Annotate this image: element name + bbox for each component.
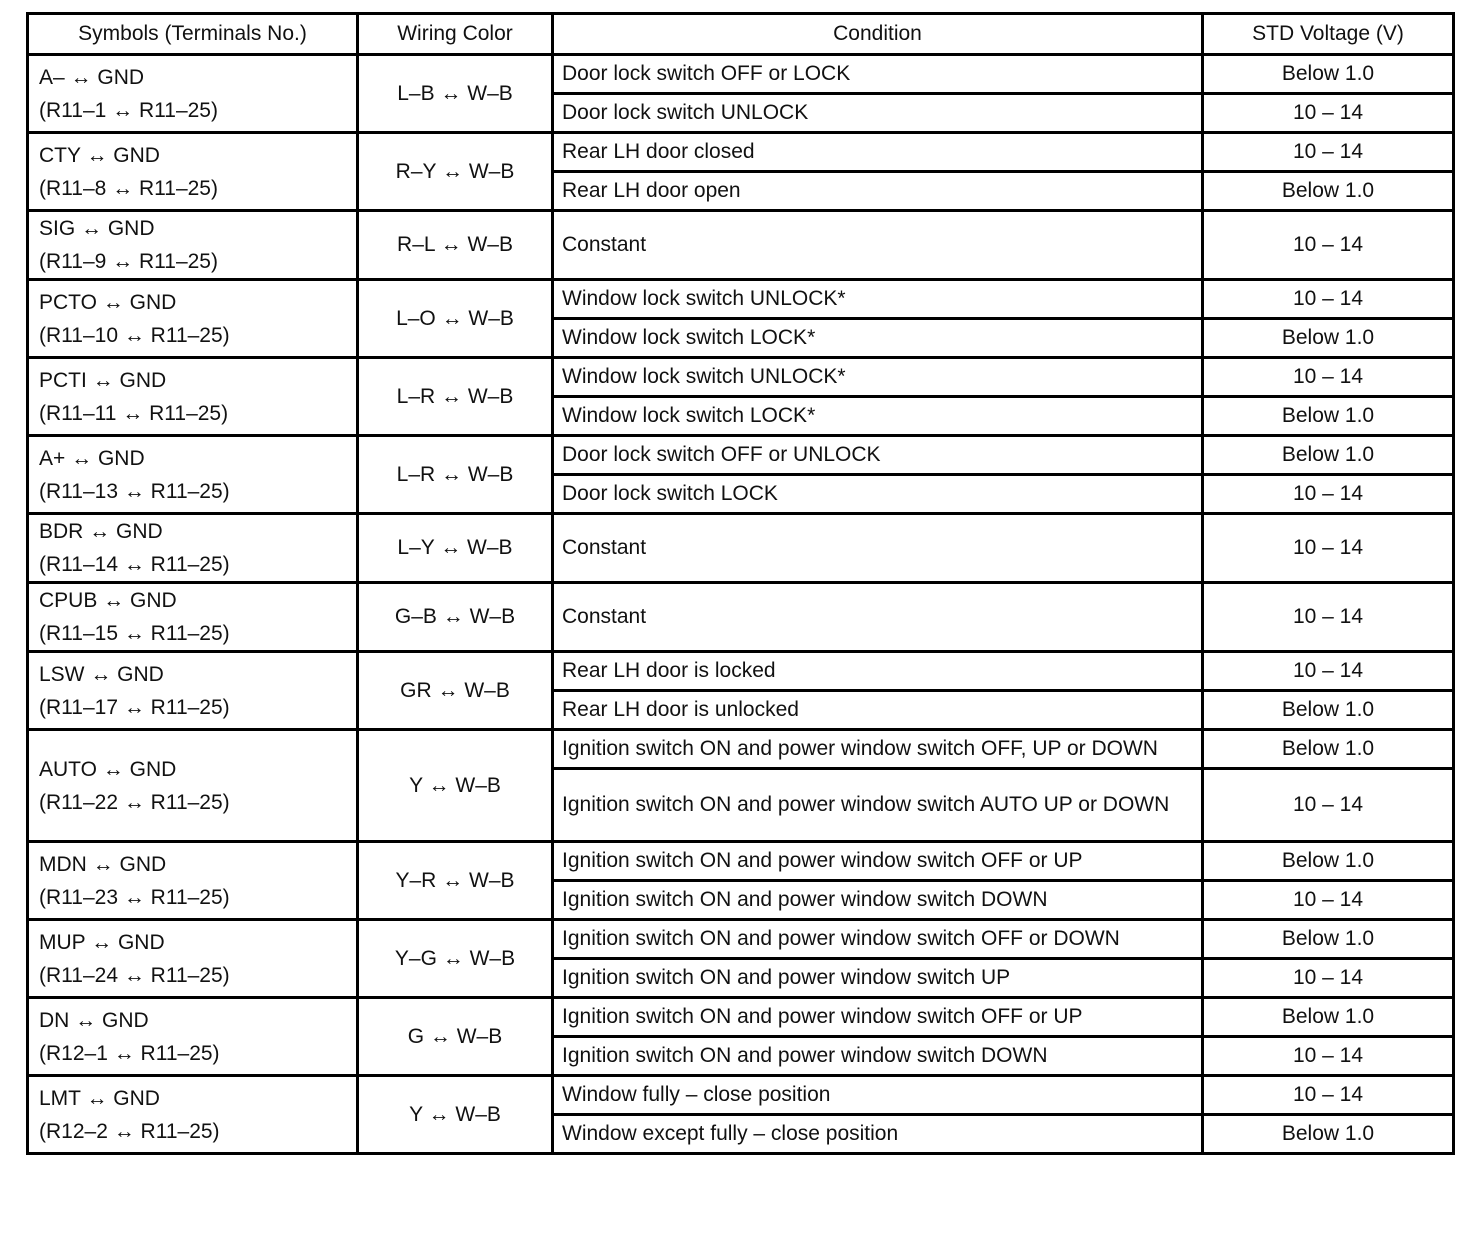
- condition-cell: Rear LH door closed: [553, 133, 1203, 172]
- symbol-cell: [28, 55, 358, 133]
- condition-cell: Door lock switch LOCK: [553, 475, 1203, 514]
- header-row: [28, 14, 1454, 55]
- header-symbols: Symbols (Terminals No.): [28, 14, 358, 55]
- std-voltage-cell: 10 – 14: [1203, 514, 1454, 583]
- std-voltage-cell: 10 – 14: [1203, 280, 1454, 319]
- header-std-voltage: STD Voltage (V): [1203, 14, 1454, 55]
- std-voltage-cell: 10 – 14: [1203, 211, 1454, 280]
- symbol-label: CPUB ↔ GND: [39, 589, 177, 612]
- symbol-cell: [28, 358, 358, 436]
- std-voltage-cell: Below 1.0: [1203, 842, 1454, 881]
- table-body: [28, 55, 1454, 1154]
- header-condition: Condition: [553, 14, 1203, 55]
- condition-cell: Rear LH door open: [553, 172, 1203, 211]
- wiring-color-cell: Y ↔ W–B: [358, 1076, 553, 1154]
- table-row: [28, 358, 1454, 397]
- symbol-cell: [28, 842, 358, 920]
- terminal-voltage-table: [26, 12, 1455, 1155]
- table-row: [28, 730, 1454, 769]
- symbol-label: MUP ↔ GND: [39, 930, 165, 954]
- std-voltage-cell: Below 1.0: [1203, 691, 1454, 730]
- condition-cell: Rear LH door is locked: [553, 652, 1203, 691]
- condition-cell: Door lock switch OFF or UNLOCK: [553, 436, 1203, 475]
- std-voltage-cell: 10 – 14: [1203, 1076, 1454, 1115]
- condition-cell: Window except fully – close position: [553, 1115, 1203, 1154]
- symbol-label: LSW ↔ GND: [39, 662, 164, 686]
- symbol-label: MDN ↔ GND: [39, 852, 167, 876]
- terminal-numbers: (R12–1 ↔ R11–25): [39, 1041, 220, 1065]
- condition-cell: Window lock switch LOCK*: [553, 397, 1203, 436]
- symbol-cell: [28, 583, 358, 652]
- condition-cell: Ignition switch ON and power window switch DOWN: [553, 1037, 1203, 1076]
- table-row: [28, 842, 1454, 881]
- table-row: [28, 1076, 1454, 1115]
- condition-cell: Ignition switch ON and power window switch OFF, UP or DOWN: [553, 730, 1203, 769]
- symbol-cell: [28, 514, 358, 583]
- condition-cell: Window fully – close position: [553, 1076, 1203, 1115]
- condition-cell: Ignition switch ON and power window switch OFF or UP: [553, 998, 1203, 1037]
- condition-cell: Window lock switch LOCK*: [553, 319, 1203, 358]
- symbol-label: SIG ↔ GND: [39, 217, 155, 240]
- std-voltage-cell: 10 – 14: [1203, 652, 1454, 691]
- wiring-color-cell: GR ↔ W–B: [358, 652, 553, 730]
- condition-cell: Ignition switch ON and power window switch OFF or UP: [553, 842, 1203, 881]
- symbol-cell: [28, 280, 358, 358]
- symbol-cell: [28, 436, 358, 514]
- symbol-label: A+ ↔ GND: [39, 446, 145, 470]
- condition-cell: Ignition switch ON and power window switch OFF or DOWN: [553, 920, 1203, 959]
- symbol-label: DN ↔ GND: [39, 1008, 149, 1032]
- symbol-cell: [28, 211, 358, 280]
- wiring-color-cell: L–Y ↔ W–B: [358, 514, 553, 583]
- condition-cell: Ignition switch ON and power window switch DOWN: [553, 881, 1203, 920]
- symbol-cell: [28, 730, 358, 842]
- std-voltage-cell: 10 – 14: [1203, 358, 1454, 397]
- std-voltage-cell: 10 – 14: [1203, 583, 1454, 652]
- condition-cell: Constant: [553, 583, 1203, 652]
- wiring-color-cell: L–O ↔ W–B: [358, 280, 553, 358]
- wiring-color-cell: L–B ↔ W–B: [358, 55, 553, 133]
- terminal-voltage-table-container: [26, 12, 1455, 1155]
- std-voltage-cell: 10 – 14: [1203, 959, 1454, 998]
- symbol-label: BDR ↔ GND: [39, 520, 163, 543]
- std-voltage-cell: Below 1.0: [1203, 55, 1454, 94]
- table-row: [28, 133, 1454, 172]
- std-voltage-cell: 10 – 14: [1203, 881, 1454, 920]
- header-wiring-color: Wiring Color: [358, 14, 553, 55]
- std-voltage-cell: Below 1.0: [1203, 998, 1454, 1037]
- terminal-numbers: (R11–15 ↔ R11–25): [39, 622, 230, 645]
- std-voltage-cell: Below 1.0: [1203, 1115, 1454, 1154]
- terminal-numbers: (R11–23 ↔ R11–25): [39, 885, 230, 909]
- wiring-color-cell: G–B ↔ W–B: [358, 583, 553, 652]
- table-row: [28, 998, 1454, 1037]
- std-voltage-cell: Below 1.0: [1203, 730, 1454, 769]
- terminal-numbers: (R11–8 ↔ R11–25): [39, 176, 218, 200]
- std-voltage-cell: 10 – 14: [1203, 769, 1454, 842]
- std-voltage-cell: Below 1.0: [1203, 397, 1454, 436]
- terminal-numbers: (R11–10 ↔ R11–25): [39, 323, 230, 347]
- wiring-color-cell: Y–R ↔ W–B: [358, 842, 553, 920]
- std-voltage-cell: Below 1.0: [1203, 920, 1454, 959]
- symbol-cell: [28, 133, 358, 211]
- symbol-label: AUTO ↔ GND: [39, 757, 177, 781]
- table-row: [28, 920, 1454, 959]
- terminal-numbers: (R11–1 ↔ R11–25): [39, 98, 218, 122]
- std-voltage-cell: Below 1.0: [1203, 436, 1454, 475]
- terminal-numbers: (R11–22 ↔ R11–25): [39, 790, 230, 814]
- condition-cell: Door lock switch OFF or LOCK: [553, 55, 1203, 94]
- symbol-label: LMT ↔ GND: [39, 1086, 160, 1110]
- std-voltage-cell: Below 1.0: [1203, 319, 1454, 358]
- std-voltage-cell: 10 – 14: [1203, 1037, 1454, 1076]
- symbol-label: PCTI ↔ GND: [39, 368, 167, 392]
- table-row: [28, 514, 1454, 583]
- wiring-color-cell: R–L ↔ W–B: [358, 211, 553, 280]
- wiring-color-cell: R–Y ↔ W–B: [358, 133, 553, 211]
- terminal-numbers: (R11–13 ↔ R11–25): [39, 479, 230, 503]
- wiring-color-cell: Y ↔ W–B: [358, 730, 553, 842]
- terminal-numbers: (R12–2 ↔ R11–25): [39, 1119, 220, 1143]
- condition-cell: Constant: [553, 211, 1203, 280]
- symbol-cell: [28, 1076, 358, 1154]
- terminal-numbers: (R11–17 ↔ R11–25): [39, 695, 230, 719]
- table-row: [28, 211, 1454, 280]
- std-voltage-cell: 10 – 14: [1203, 133, 1454, 172]
- condition-cell: Ignition switch ON and power window switch AUTO UP or DOWN: [553, 769, 1203, 842]
- symbol-label: CTY ↔ GND: [39, 143, 160, 167]
- terminal-numbers: (R11–24 ↔ R11–25): [39, 963, 230, 987]
- terminal-numbers: (R11–14 ↔ R11–25): [39, 553, 230, 576]
- table-row: [28, 55, 1454, 94]
- symbol-cell: [28, 998, 358, 1076]
- symbol-label: A– ↔ GND: [39, 65, 145, 89]
- condition-cell: Window lock switch UNLOCK*: [553, 358, 1203, 397]
- std-voltage-cell: 10 – 14: [1203, 475, 1454, 514]
- condition-cell: Rear LH door is unlocked: [553, 691, 1203, 730]
- condition-cell: Window lock switch UNLOCK*: [553, 280, 1203, 319]
- condition-cell: Constant: [553, 514, 1203, 583]
- symbol-label: PCTO ↔ GND: [39, 290, 177, 314]
- condition-cell: Ignition switch ON and power window switch UP: [553, 959, 1203, 998]
- std-voltage-cell: Below 1.0: [1203, 172, 1454, 211]
- terminal-numbers: (R11–9 ↔ R11–25): [39, 250, 218, 273]
- wiring-color-cell: Y–G ↔ W–B: [358, 920, 553, 998]
- condition-cell: Door lock switch UNLOCK: [553, 94, 1203, 133]
- wiring-color-cell: L–R ↔ W–B: [358, 358, 553, 436]
- terminal-numbers: (R11–11 ↔ R11–25): [39, 401, 229, 425]
- table-row: [28, 652, 1454, 691]
- symbol-cell: [28, 652, 358, 730]
- std-voltage-cell: 10 – 14: [1203, 94, 1454, 133]
- wiring-color-cell: L–R ↔ W–B: [358, 436, 553, 514]
- table-row: [28, 436, 1454, 475]
- table-row: [28, 583, 1454, 652]
- wiring-color-cell: G ↔ W–B: [358, 998, 553, 1076]
- table-row: [28, 280, 1454, 319]
- symbol-cell: [28, 920, 358, 998]
